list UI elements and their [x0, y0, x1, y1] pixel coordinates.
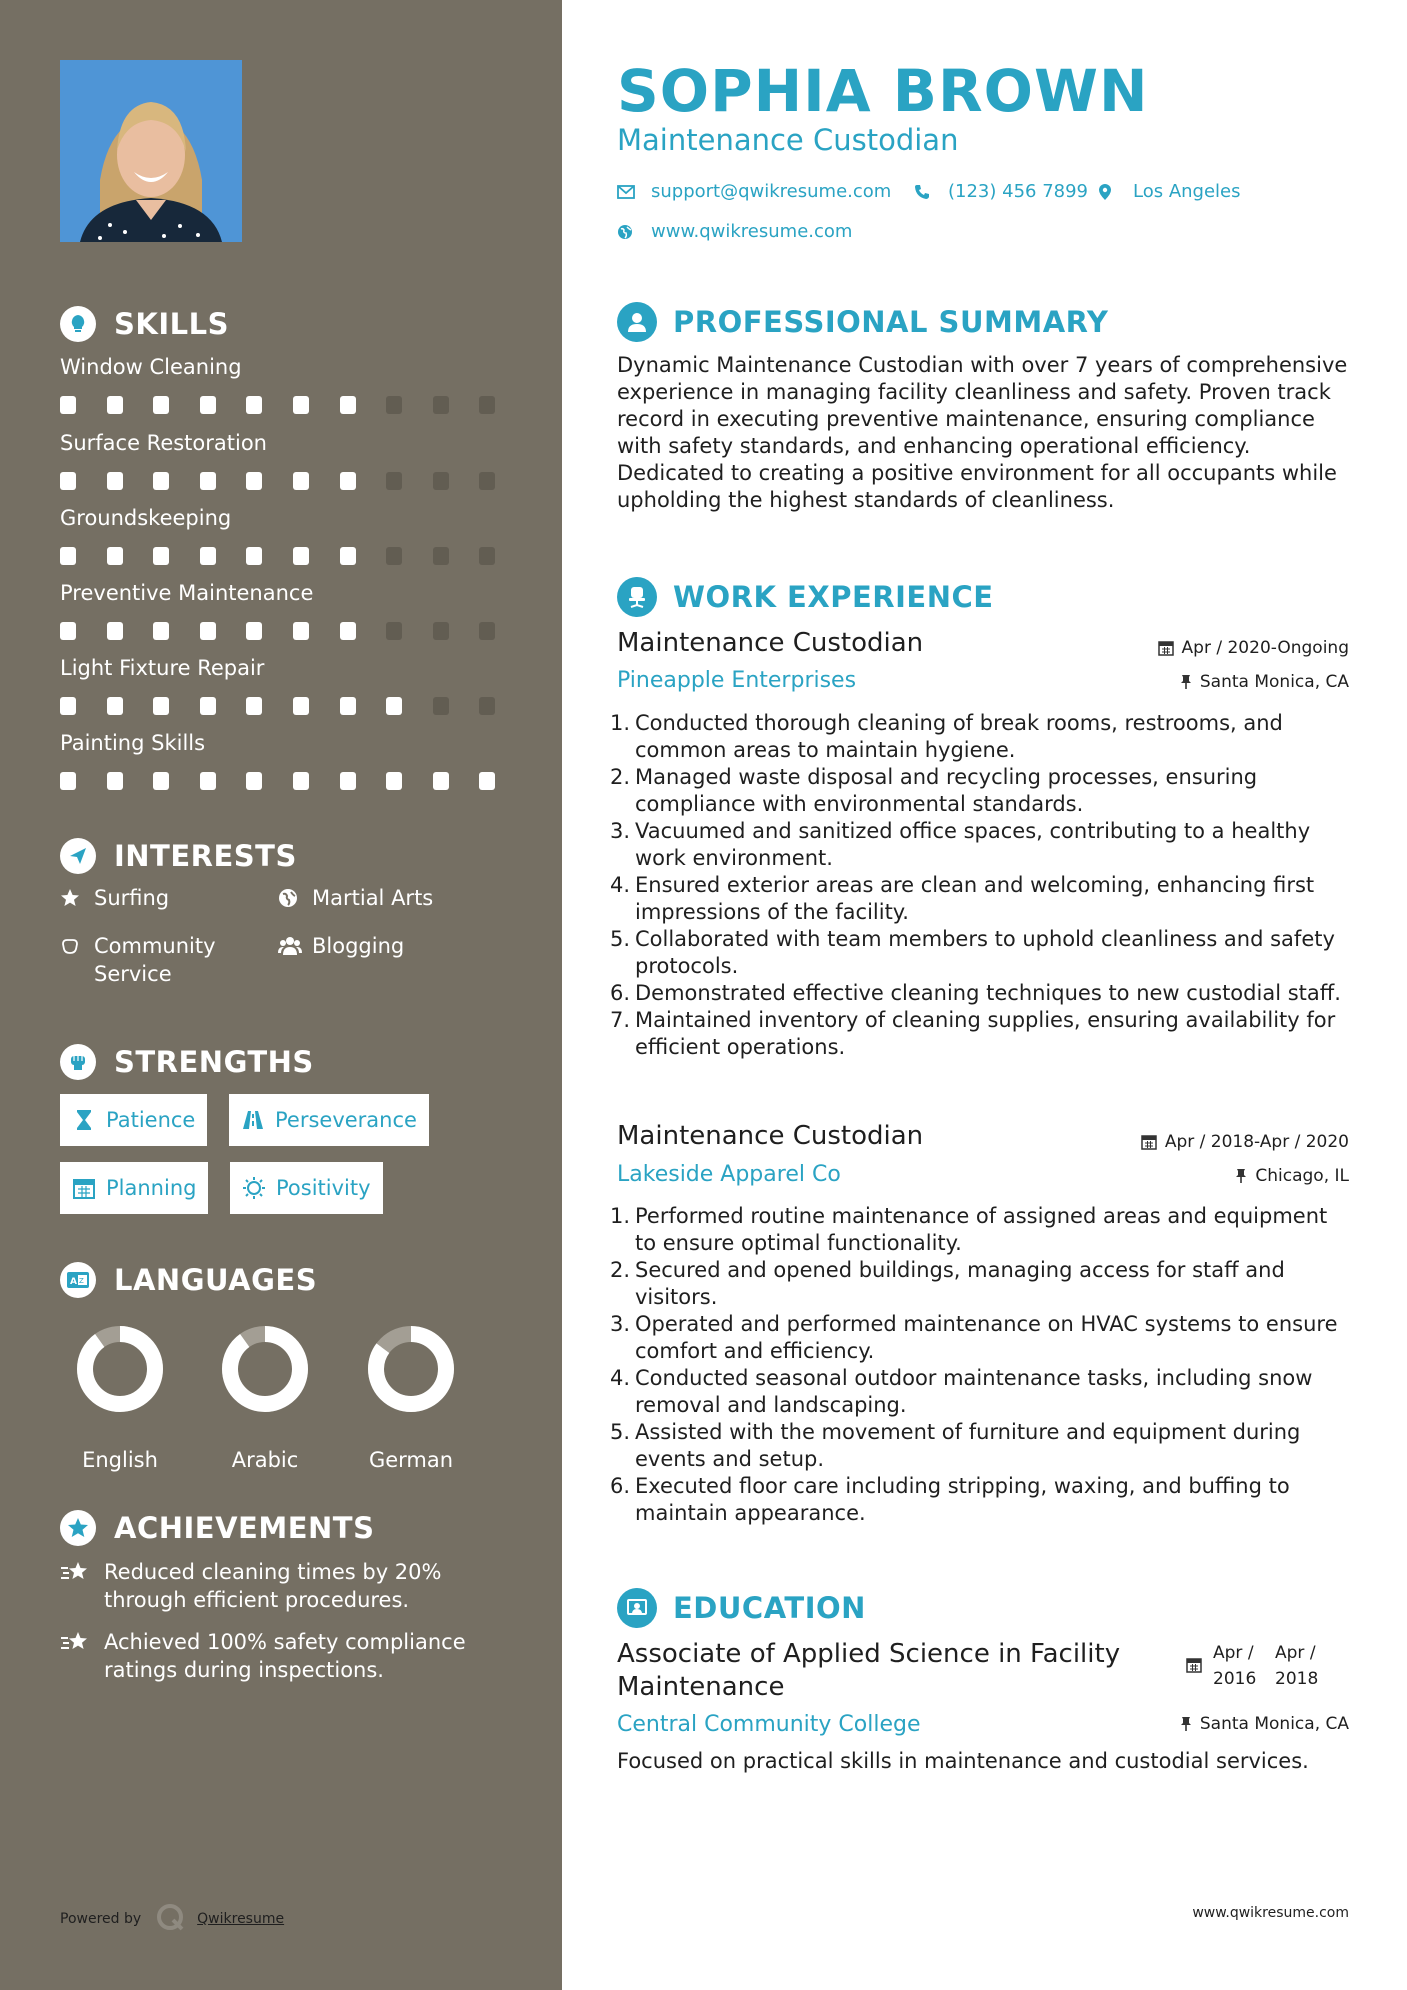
pushpin-icon — [1180, 1716, 1192, 1732]
duty-item — [610, 818, 1350, 872]
skill-dot-filled — [60, 622, 76, 640]
language-ring-fill — [230, 1334, 300, 1404]
education-school: Central Community College — [617, 1712, 921, 1737]
hourglass-icon — [72, 1108, 96, 1132]
candidate-role: Maintenance Custodian — [617, 123, 959, 157]
skill-item — [60, 428, 510, 492]
skill-dot-filled — [107, 396, 123, 414]
education-location — [1180, 1712, 1349, 1736]
strength-label: Positivity — [276, 1176, 371, 1200]
duty-number: 6. — [610, 1474, 631, 1498]
calendar-icon — [1186, 1655, 1202, 1681]
language-ring — [366, 1324, 456, 1414]
job-duties — [610, 710, 1350, 1061]
calendar-icon — [1158, 640, 1174, 656]
sidebar — [0, 0, 562, 1990]
shooting-star-icon — [60, 1558, 92, 1586]
skill-dot-filled — [200, 622, 216, 640]
skill-dot-filled — [246, 472, 262, 490]
skill-dot-filled — [60, 547, 76, 565]
phone-icon — [914, 183, 932, 201]
office-chair-icon — [617, 577, 657, 617]
duty-text: Maintained inventory of cleaning supplies, ensuring availability for efficient operations. — [635, 1008, 1336, 1059]
education-degree: Associate of Applied Science in Facility Maintenance — [617, 1639, 1121, 1702]
duty-number: 5. — [610, 927, 631, 951]
skill-item — [60, 653, 510, 717]
achievement-text: Reduced cleaning times by 20% through efficient procedures. — [104, 1560, 442, 1612]
lightbulb-icon — [60, 306, 96, 342]
duty-item — [610, 1311, 1350, 1365]
language-item — [351, 1324, 471, 1472]
job-location-text: Chicago, IL — [1255, 1166, 1349, 1186]
skill-dot-empty — [479, 396, 495, 414]
skill-dot-filled — [246, 622, 262, 640]
powered-by — [60, 1902, 284, 1936]
language-name: German — [368, 1448, 454, 1472]
skill-dot-filled — [340, 622, 356, 640]
contact-website[interactable] — [617, 220, 852, 244]
duty-text: Conducted seasonal outdoor maintenance tasks, including snow removal and landscaping. — [635, 1366, 1313, 1417]
duty-item — [610, 980, 1350, 1007]
duty-item — [610, 1007, 1350, 1061]
strength-badge — [60, 1162, 208, 1214]
skill-dot-filled — [246, 396, 262, 414]
education-start-date — [1213, 1640, 1256, 1692]
achievement-text: Achieved 100% safety compliance ratings during inspections. — [104, 1630, 466, 1682]
strength-badge — [229, 1094, 429, 1146]
skill-dot-filled — [293, 472, 309, 490]
paper-plane-icon — [60, 838, 96, 874]
skill-dot-filled — [340, 547, 356, 565]
duty-text: Executed floor care including stripping, waxing, and buffing to maintain appearance. — [635, 1474, 1290, 1525]
skill-dot-empty — [433, 547, 449, 565]
duty-text: Secured and opened buildings, managing access for staff and visitors. — [635, 1258, 1285, 1309]
strengths-heading — [60, 1042, 314, 1082]
job-company: Pineapple Enterprises — [617, 668, 857, 693]
skill-dot-filled — [107, 772, 123, 790]
skill-dot-filled — [60, 396, 76, 414]
education-end-month: Apr / — [1275, 1643, 1316, 1663]
skill-dot-filled — [246, 772, 262, 790]
skill-dot-filled — [340, 472, 356, 490]
experience-heading — [617, 576, 994, 618]
languages-heading — [60, 1260, 317, 1300]
skill-name: Surface Restoration — [60, 431, 267, 455]
interest-item — [278, 884, 498, 912]
qwikresume-link[interactable]: Qwikresume — [197, 1911, 285, 1927]
summary-title: PROFESSIONAL SUMMARY — [673, 305, 1109, 339]
skill-dot-filled — [479, 772, 495, 790]
duty-number: 4. — [610, 873, 631, 897]
duty-number: 3. — [610, 819, 631, 843]
language-ring-fill — [85, 1334, 155, 1404]
skill-dot-filled — [200, 472, 216, 490]
skill-dot-filled — [107, 472, 123, 490]
shooting-star-icon — [60, 1628, 92, 1656]
skills-title: SKILLS — [114, 307, 229, 341]
duty-item — [610, 764, 1350, 818]
pushpin-icon — [1235, 1168, 1247, 1184]
skill-dot-filled — [340, 396, 356, 414]
duty-number: 2. — [610, 1258, 631, 1282]
contact-email[interactable] — [617, 180, 891, 204]
interest-label: Martial Arts — [312, 886, 434, 910]
achievement-item — [60, 1558, 510, 1614]
skill-dot-filled — [293, 772, 309, 790]
duty-number: 1. — [610, 1204, 631, 1228]
duty-text: Demonstrated effective cleaning techniques to new custodial staff. — [635, 981, 1341, 1005]
skill-name: Groundskeeping — [60, 506, 232, 530]
skill-dot-filled — [200, 396, 216, 414]
location-text: Los Angeles — [1133, 181, 1241, 202]
svg-text:A: A — [70, 1277, 77, 1287]
skill-dot-filled — [153, 772, 169, 790]
globe-icon — [278, 884, 302, 912]
skill-dot-empty — [433, 472, 449, 490]
email-text: support@qwikresume.com — [651, 181, 892, 202]
job-location — [1180, 670, 1349, 694]
skill-name: Light Fixture Repair — [60, 656, 265, 680]
skill-dot-filled — [386, 697, 402, 715]
strength-label: Patience — [106, 1108, 196, 1132]
duty-text: Assisted with the movement of furniture and equipment during events and setup. — [635, 1420, 1301, 1471]
interests-title: INTERESTS — [114, 839, 297, 873]
interest-label: Surfing — [94, 886, 170, 910]
skill-dot-empty — [479, 622, 495, 640]
skill-dot-empty — [479, 697, 495, 715]
strength-badge — [230, 1162, 383, 1214]
strength-badge — [60, 1094, 207, 1146]
translate-icon — [60, 1262, 96, 1298]
calendar-icon — [72, 1176, 96, 1200]
language-item — [205, 1324, 325, 1472]
map-pin-icon — [1099, 183, 1117, 201]
education-end-date — [1275, 1640, 1318, 1692]
education-location-text: Santa Monica, CA — [1199, 1714, 1349, 1734]
language-ring — [75, 1324, 165, 1414]
sun-icon — [242, 1176, 266, 1200]
strength-label: Perseverance — [275, 1108, 417, 1132]
globe-icon — [617, 223, 635, 241]
duty-number: 5. — [610, 1420, 631, 1444]
job-location-text: Santa Monica, CA — [1199, 672, 1349, 692]
phone-text: (123) 456 7899 — [948, 181, 1089, 202]
star-icon — [60, 884, 84, 912]
skill-dot-filled — [153, 697, 169, 715]
language-ring — [220, 1324, 310, 1414]
duty-text: Collaborated with team members to uphold cleanliness and safety protocols. — [635, 927, 1335, 978]
skill-dot-empty — [386, 472, 402, 490]
summary-heading — [617, 301, 1108, 343]
education-start-month: Apr / — [1213, 1643, 1254, 1663]
road-icon — [241, 1108, 265, 1132]
skill-dot-filled — [200, 547, 216, 565]
language-name: English — [82, 1448, 158, 1472]
duty-item — [610, 1473, 1350, 1527]
skill-dot-filled — [340, 697, 356, 715]
hand-icon — [60, 932, 84, 960]
skill-dot-filled — [107, 622, 123, 640]
education-end-year: 2018 — [1275, 1669, 1319, 1689]
skill-name: Painting Skills — [60, 731, 206, 755]
interest-label: Community Service — [94, 934, 216, 986]
powered-by-label: Powered by — [60, 1911, 142, 1927]
job-dates-text: Apr / 2018-Apr / 2020 — [1164, 1132, 1349, 1152]
skill-dot-empty — [479, 472, 495, 490]
duty-number: 2. — [610, 765, 631, 789]
skill-dot-filled — [293, 697, 309, 715]
duty-item — [610, 1365, 1350, 1419]
skill-item — [60, 503, 510, 567]
skill-dot-filled — [153, 396, 169, 414]
strengths-title: STRENGTHS — [114, 1045, 314, 1079]
duty-item — [610, 1203, 1350, 1257]
skill-dot-filled — [386, 772, 402, 790]
profile-photo — [60, 60, 242, 242]
skill-item — [60, 352, 510, 416]
duty-number: 7. — [610, 1008, 631, 1032]
duty-text: Vacuumed and sanitized office spaces, contributing to a healthy work environment. — [635, 819, 1311, 870]
skill-rating — [60, 622, 510, 642]
skill-dot-empty — [433, 396, 449, 414]
interests-heading — [60, 836, 297, 876]
skill-dot-filled — [60, 697, 76, 715]
duty-item — [610, 1257, 1350, 1311]
skill-dot-filled — [107, 547, 123, 565]
duty-number: 3. — [610, 1312, 631, 1336]
fist-icon — [60, 1044, 96, 1080]
website-text: www.qwikresume.com — [651, 221, 853, 242]
job-title: Maintenance Custodian — [617, 628, 924, 658]
skill-dot-filled — [293, 396, 309, 414]
achievements-title: ACHIEVEMENTS — [114, 1511, 375, 1545]
star-badge-icon — [60, 1510, 96, 1546]
duty-number: 6. — [610, 981, 631, 1005]
skill-dot-empty — [386, 396, 402, 414]
skill-dot-filled — [200, 772, 216, 790]
skill-dot-empty — [479, 547, 495, 565]
achievement-item — [60, 1628, 510, 1684]
skill-dot-filled — [293, 622, 309, 640]
duty-number: 1. — [610, 711, 631, 735]
duty-item — [610, 1419, 1350, 1473]
languages-title: LANGUAGES — [114, 1263, 318, 1297]
svg-text:Z: Z — [79, 1277, 84, 1285]
language-item — [60, 1324, 180, 1472]
duty-text: Conducted thorough cleaning of break rooms, restrooms, and common areas to maintain hygiene. — [635, 711, 1283, 762]
job-dates — [1141, 1130, 1349, 1154]
calendar-icon — [1141, 1134, 1157, 1150]
skill-dot-filled — [433, 772, 449, 790]
interest-label: Blogging — [312, 934, 405, 958]
skill-dot-empty — [386, 622, 402, 640]
achievements-heading — [60, 1508, 374, 1548]
duty-text: Ensured exterior areas are clean and welcoming, enhancing first impressions of the facility. — [635, 873, 1315, 924]
job-duties — [610, 1203, 1350, 1527]
user-icon — [617, 302, 657, 342]
pushpin-icon — [1180, 674, 1192, 690]
graduation-icon — [617, 1588, 657, 1628]
skill-dot-filled — [293, 547, 309, 565]
education-description: Focused on practical skills in maintenance and custodial services. — [617, 1749, 1309, 1773]
experience-title: WORK EXPERIENCE — [673, 580, 994, 614]
interest-item — [60, 884, 260, 912]
strength-label: Planning — [106, 1176, 197, 1200]
duty-item — [610, 872, 1350, 926]
skill-item — [60, 728, 510, 792]
duty-item — [610, 926, 1350, 980]
duty-item — [610, 710, 1350, 764]
users-icon — [278, 932, 302, 960]
job-dates — [1158, 636, 1349, 660]
skill-rating — [60, 547, 510, 567]
skill-dot-filled — [153, 547, 169, 565]
candidate-name: SOPHIA BROWN — [617, 57, 1149, 125]
job-title: Maintenance Custodian — [617, 1121, 924, 1151]
contact-phone[interactable] — [914, 180, 1088, 204]
interest-item — [60, 932, 270, 988]
summary-text: Dynamic Maintenance Custodian with over 7 years of comprehensive experience in managing facility cleanliness and safety. Proven track record in executing preventive maintenance, ensuring compliance with safety standards, and enhancing operational efficiency. Dedicated to creating a positive environment for all occupants while upholding the highest standards of cleanliness. — [617, 353, 1348, 512]
skill-rating — [60, 772, 510, 792]
skill-dot-filled — [60, 772, 76, 790]
skill-dot-filled — [340, 772, 356, 790]
skills-heading — [60, 304, 229, 344]
skill-rating — [60, 396, 510, 416]
duty-text: Performed routine maintenance of assigned areas and equipment to ensure optimal functionality. — [635, 1204, 1328, 1255]
qwikresume-logo-icon — [155, 1902, 185, 1936]
education-start-year: 2016 — [1213, 1669, 1257, 1689]
skill-item — [60, 578, 510, 642]
duty-text: Operated and performed maintenance on HVAC systems to ensure comfort and efficiency. — [635, 1312, 1338, 1363]
education-title: EDUCATION — [673, 1591, 866, 1625]
skill-rating — [60, 472, 510, 492]
job-company: Lakeside Apparel Co — [617, 1162, 841, 1187]
skill-dot-empty — [386, 547, 402, 565]
duty-number: 4. — [610, 1366, 631, 1390]
education-heading — [617, 1587, 866, 1629]
interest-item — [278, 932, 498, 960]
job-location — [1235, 1164, 1349, 1188]
job-dates-text: Apr / 2020-Ongoing — [1181, 638, 1349, 658]
skill-dot-filled — [60, 472, 76, 490]
skill-dot-filled — [246, 697, 262, 715]
contact-location — [1099, 180, 1241, 204]
skill-dot-empty — [433, 697, 449, 715]
skill-dot-filled — [200, 697, 216, 715]
duty-text: Managed waste disposal and recycling processes, ensuring compliance with environmental standards. — [635, 765, 1258, 816]
footer-url[interactable]: www.qwikresume.com — [1192, 1905, 1349, 1921]
envelope-icon — [617, 183, 635, 201]
language-name: Arabic — [231, 1448, 299, 1472]
skill-dot-filled — [246, 547, 262, 565]
skill-name: Window Cleaning — [60, 355, 242, 379]
skill-rating — [60, 697, 510, 717]
skill-dot-empty — [433, 622, 449, 640]
skill-dot-filled — [153, 622, 169, 640]
skill-dot-filled — [153, 472, 169, 490]
skill-dot-filled — [107, 697, 123, 715]
skill-name: Preventive Maintenance — [60, 581, 314, 605]
